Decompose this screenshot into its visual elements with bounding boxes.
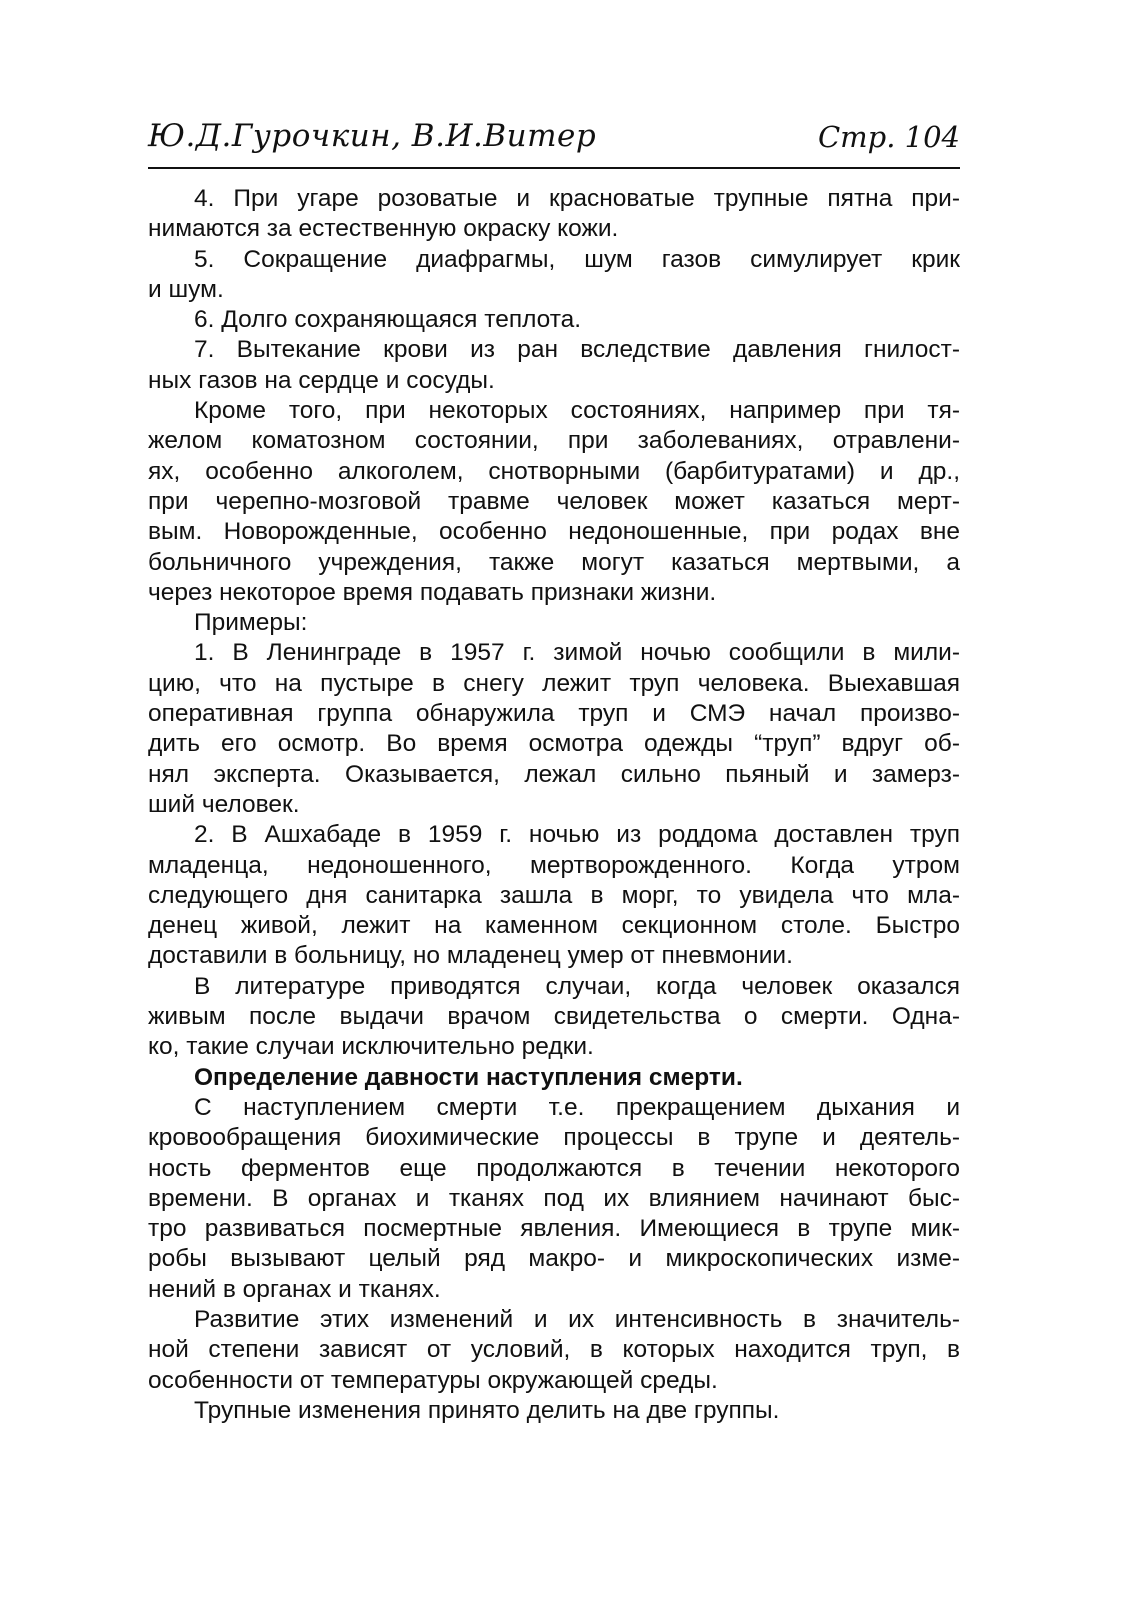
text-line: ных газов на сердце и сосуды.: [148, 366, 495, 394]
text-line: денец живой, лежит на каменном секционном столе. Быстро: [148, 912, 960, 940]
text-line: ях, особенно алкоголем, снотворными (барбитуратами) и др.,: [148, 457, 960, 485]
text-line: больничного учреждения, также могут казаться мертвыми, а: [148, 548, 960, 576]
text-line: 5. Сокращение диафрагмы, шум газов симулирует крик: [194, 245, 960, 273]
text-line: кровообращения биохимические процессы в трупе и деятель-: [148, 1124, 960, 1152]
text-line: Кроме того, при некоторых состояниях, например при тя-: [194, 397, 960, 425]
text-line: особенности от температуры окружающей среды.: [148, 1366, 718, 1394]
text-line: нимаются за естественную окраску кожи.: [148, 215, 619, 243]
text-line: ность ферментов еще продолжаются в течении некоторого: [148, 1154, 960, 1182]
text-line: при черепно-мозговой травме человек может казаться мерт-: [148, 487, 960, 515]
header-authors: Ю.Д.Гурочкин, В.И.Витер: [148, 118, 597, 154]
text-line: Примеры:: [194, 609, 308, 637]
text-line: В литературе приводятся случаи, когда человек оказался: [194, 972, 960, 1000]
paragraph: [148, 820, 960, 971]
text-line: цию, что на пустыре в снегу лежит труп человека. Выехавшая: [148, 669, 960, 697]
paragraph: [148, 245, 960, 306]
header-rule: [148, 167, 960, 169]
paragraph: [148, 608, 960, 638]
text-line: Развитие этих изменений и их интенсивность в значитель-: [194, 1305, 960, 1333]
text-line: нений в органах и тканях.: [148, 1275, 441, 1303]
text-line: ной степени зависят от условий, в которых находится труп, в: [148, 1336, 960, 1364]
body-text: [148, 184, 960, 1426]
paragraph: [148, 1093, 960, 1305]
text-line: 6. Долго сохраняющаяся теплота.: [194, 306, 582, 334]
text-line: 4. При угаре розоватые и красноватые трупные пятна при-: [194, 185, 960, 212]
text-line: тро развиваться посмертные явления. Имеющиеся в трупе мик-: [148, 1215, 960, 1243]
paragraph: [148, 396, 960, 608]
paragraph: [148, 1396, 960, 1426]
paragraph: [148, 335, 960, 396]
paragraph: [148, 184, 960, 245]
text-line: младенца, недоношенного, мертворожденного. Когда утром: [148, 851, 960, 879]
paragraph: [148, 972, 960, 1063]
text-line: и шум.: [148, 275, 224, 303]
text-line: времени. В органах и тканях под их влиянием начинают быс-: [148, 1184, 960, 1212]
text-line: нял эксперта. Оказывается, лежал сильно пьяный и замерз-: [148, 760, 960, 788]
text-line: С наступлением смерти т.е. прекращением дыхания и: [194, 1093, 960, 1121]
text-line: Трупные изменения принято делить на две группы.: [194, 1396, 780, 1424]
text-line: ший человек.: [148, 790, 300, 818]
text-line: ко, такие случаи исключительно редки.: [148, 1033, 594, 1061]
text-line: живым после выдачи врачом свидетельства о смерти. Одна-: [148, 1003, 960, 1031]
text-line: дить его осмотр. Во время осмотра одежды “труп” вдруг об-: [148, 730, 960, 758]
text-line: 7. Вытекание крови из ран вследствие давления гнилост-: [194, 336, 960, 364]
text-line: Определение давности наступления смерти.: [194, 1063, 743, 1091]
running-header: [148, 118, 960, 166]
text-line: 2. В Ашхабаде в 1959 г. ночью из роддома доставлен труп: [194, 821, 960, 849]
paragraph: [148, 638, 960, 820]
text-line: вым. Новорожденные, особенно недоношенные, при родах вне: [148, 518, 960, 546]
text-line: доставили в больницу, но младенец умер от пневмонии.: [148, 942, 793, 970]
text-line: робы вызывают целый ряд макро- и микроскопических изме-: [148, 1245, 960, 1273]
text-line: через некоторое время подавать признаки жизни.: [148, 578, 717, 606]
paragraph: [148, 305, 960, 335]
text-line: следующего дня санитарка зашла в морг, то увидела что мла-: [148, 881, 960, 909]
paragraph: [148, 1305, 960, 1396]
text-line: оперативная группа обнаружила труп и СМЭ начал произво-: [148, 700, 960, 728]
header-page-number: Стр. 104: [817, 120, 960, 154]
section-heading: [148, 1063, 960, 1093]
text-line: 1. В Ленинграде в 1957 г. зимой ночью сообщили в мили-: [194, 639, 960, 667]
text-line: желом коматозном состоянии, при заболеваниях, отравлени-: [148, 427, 960, 455]
